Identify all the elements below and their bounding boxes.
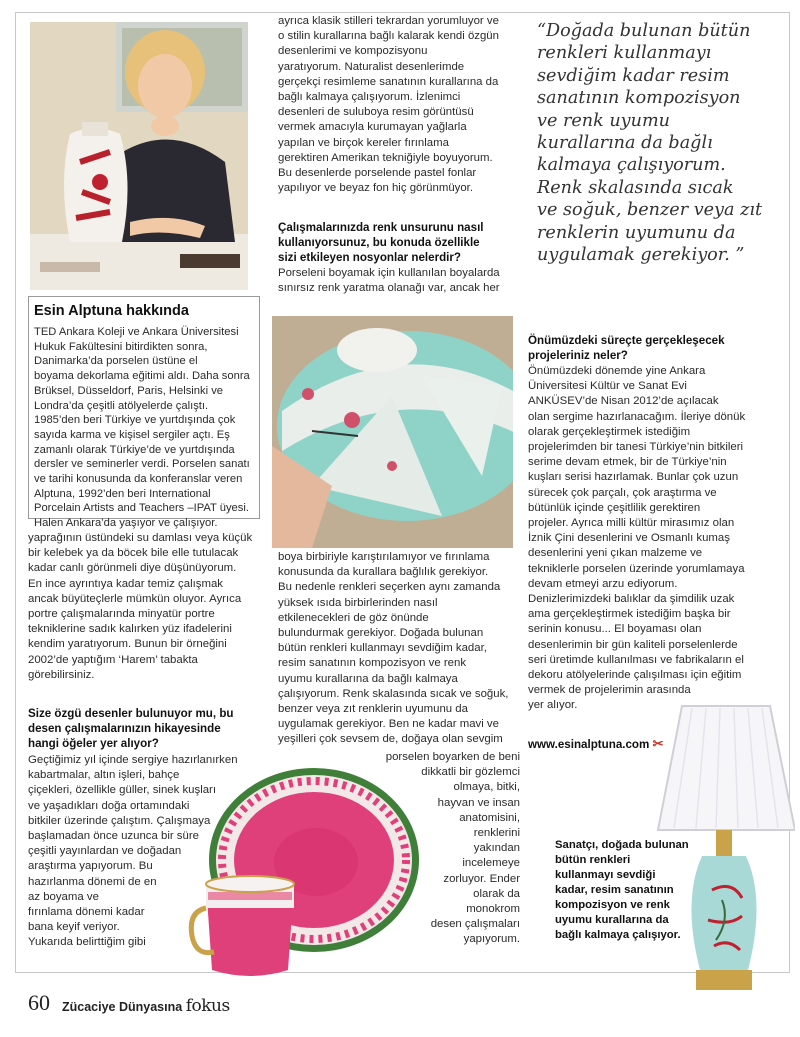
text-line: serinin konusu... El boyaması olan <box>528 623 702 636</box>
text-line: devam etmeyi arzu ediyorum. <box>528 577 678 590</box>
text-line: kendim yaratıyorum. Bunun bir örneğini <box>28 638 227 651</box>
text-line: anatomisini, <box>459 811 520 824</box>
caption-line: bütün renkleri <box>555 854 631 866</box>
cup-and-saucer-image <box>184 760 434 985</box>
text-line: bütünlük içinde çeşitlilik gerektiren <box>528 501 701 514</box>
text-line: olmaya, bitki, <box>453 781 520 794</box>
text-line: hazırlanma dönemi de en <box>28 875 157 888</box>
text-line: desenlerimin bir gün kaliteli porselenlerde <box>528 638 738 651</box>
bio-line: sayıda karma ve kişisel sergiler açtı. Eş <box>34 428 230 441</box>
text-line: desenlerimi ve kompozisyonu <box>278 45 428 58</box>
text-line: görebilirsiniz. <box>28 668 95 681</box>
page-number: 60 <box>28 990 50 1015</box>
text-line: bağlı kalmaya çalışıyorum. İzlenimci <box>278 91 461 104</box>
quote-line: kalmaya çalışıyorum. <box>537 155 726 176</box>
text-line: sürecek çok parçalı, çok araştırma ve <box>528 486 717 499</box>
text-line: benzer veya zıt renklerin uyumunu da <box>278 703 468 716</box>
scissors-icon: ✂ <box>652 736 664 751</box>
pull-quote <box>537 20 787 266</box>
quote-line: renkleri kullanmayı <box>537 43 712 64</box>
text-line: yapılıyor ve beyaz fon hiç görünmüyor. <box>278 182 474 195</box>
text-line: En ince ayrıntıya kadar temiz çalışmak <box>28 577 223 590</box>
bio-line: ve tarihi konusunda da konferanslar veren <box>34 473 243 486</box>
text-line: monokrom <box>466 903 520 916</box>
caption-line: bağlı kalmaya çalışıyor. <box>555 929 681 941</box>
text-line: ama gerçekleştirmek istediğim başka bir <box>528 608 731 621</box>
question-line: Önümüzdeki süreçte gerçekleşecek <box>528 334 725 347</box>
image-caption <box>555 838 710 943</box>
text-line: ancak büyüteçlerle mümkün oluyor. Ayrıca <box>28 592 242 605</box>
text-line: olan sergime hazırlanacağım. İleriye dönük <box>528 410 746 423</box>
bio-line: Porcelain Artists and Teachers –IPAT üyesi. <box>34 502 249 515</box>
caption-line: uyumu kurallarına da <box>555 914 669 926</box>
bio-line: Halen Ankara’da yaşıyor ve çalışıyor. <box>34 517 218 530</box>
text-line: 2002’de yaptığım ‘Harem’ tabakta <box>28 653 198 666</box>
text-line: zorluyor. Ender <box>443 872 520 885</box>
text-line: Denizlerimizdeki balıklar da şimdilik uzak <box>528 593 735 606</box>
quote-line: sanatının kompozisyon <box>537 88 741 109</box>
bio-line: 1985’den beri Türkiye ve yurtdışında çok <box>34 414 236 427</box>
text-line: çiçekleri, özellikle güller, sinek kuşları <box>28 784 217 797</box>
caption-line: kompozisyon ve renk <box>555 899 670 911</box>
bio-line: Brüksel, Düsseldorf, Paris, Helsinki ve <box>34 384 224 397</box>
text-line: çalışıyorum. Renk skalasında sıcak ve soğuk, <box>278 687 509 700</box>
bio-line: Hukuk Fakültesini bitirdikten sonra, <box>34 340 208 353</box>
text-line: desenleri de suluboya resim görüntüsü <box>278 106 474 119</box>
quote-line: kurallarına da bağlı <box>537 133 713 154</box>
column3-text <box>528 364 790 714</box>
website-link[interactable] <box>528 736 663 752</box>
text-line: etkilenecekleri de göz önünde <box>278 611 429 624</box>
text-line: çeşitli yayınlardan ve doğadan <box>28 845 182 858</box>
artist-photo <box>30 22 248 290</box>
text-line: İznik Çini desenlerini ve Osmanlı kumaş <box>528 532 730 545</box>
text-line: uygulamak gerekiyor. Ben ne kadar mavi ve <box>278 718 499 731</box>
text-line: olarak gerçekleştirmek istediğim <box>528 425 691 438</box>
text-line: bulundurmak gerekiyor. Doğada bulunan <box>278 627 484 640</box>
question-line: hangi öğeler yer alıyor? <box>28 737 159 751</box>
bio-line: dersler ve seminerler verdi. Porselen sanatı <box>34 458 250 471</box>
text-line: tekniklerle porselen üzerinde yorumlamaya <box>528 562 745 575</box>
text-line: Geçtiğimiz yıl içinde sergiye hazırlanırken <box>28 754 238 766</box>
magazine-footer <box>62 996 230 1016</box>
bio-line: Londra’da çeşitli atölyelerde çalıştı. <box>34 399 209 412</box>
text-line: bir kelebek ya da böcek bile elle tutulacak <box>28 547 239 560</box>
text-line: vermek de projelerimin arasında <box>528 684 691 697</box>
bio-text <box>34 325 256 531</box>
text-line: ANKÜSEV’de Nisan 2012’de açılacak <box>528 395 719 408</box>
text-line: sınırsız renk yaratma olanağı var, ancak her <box>278 282 500 295</box>
text-line: porselen boyarken de beni <box>385 751 520 763</box>
text-line: serime devam etmek, bir de Türkiye’nin <box>528 456 727 469</box>
text-line: incelemeye <box>462 857 520 870</box>
text-line: yeşilleri çok sevsem de, doğaya olan sevgim <box>278 733 503 746</box>
text-line: yer alıyor. <box>528 699 578 712</box>
text-line: o stilin kurallarına bağlı kalarak kendi özgün <box>278 30 499 43</box>
text-line: bütün renkleri kullanmayı sevdiğim kadar, <box>278 642 487 655</box>
text-line: bitkiler üzerinde çalıştım. Çalışmaya <box>28 814 211 827</box>
text-line: desen çalışmaları <box>430 918 520 931</box>
text-line: Önümüzdeki dönemde yine Ankara <box>528 365 706 377</box>
text-line: desenlerini yeni çıkan malzeme ve <box>528 547 703 560</box>
column2-answer-start <box>278 266 518 296</box>
text-line: az boyama ve <box>28 890 99 903</box>
question-line: desen çalışmalarınızın hikayesinde <box>28 722 221 736</box>
text-line: vermek amacıyla kurumayan yağlarla <box>278 121 467 134</box>
text-line: hayvan ve insan <box>437 796 520 809</box>
question-patterns <box>28 706 273 752</box>
text-line: kadar canlı görünmeli diye düşünüyorum. <box>28 562 237 575</box>
text-line: olarak da <box>473 887 520 900</box>
text-line: resim sanatının kompozisyon ve renk <box>278 657 467 670</box>
quote-line: ve renk uyumu <box>537 110 670 131</box>
text-line: başlamadan önce uzunca bir süre <box>28 830 199 843</box>
text-line: dekoru atölyelerinde çalışılması için eğitim <box>528 669 742 682</box>
magazine-name: Zücaciye Dünyasına <box>62 1000 183 1014</box>
text-line: gerçekçi resimleme sanatının kurallarına da <box>278 75 499 88</box>
bio-line: Alptuna, 1992’den beri International <box>34 487 211 500</box>
text-line: tekniklerine sadık kalırken yüz ifadelerini <box>28 623 232 636</box>
text-line: boya birbiriyle karıştırılamıyor ve fırınlama <box>278 551 490 563</box>
magazine-logo: fokus <box>185 996 230 1016</box>
text-line: yaratıyorum. Naturalist desenlerimde <box>278 60 465 73</box>
text-line: kabartmalar, altın işleri, bahçe <box>28 769 180 782</box>
quote-line: renklerin uyumunu da <box>537 222 736 243</box>
text-line: yapılan ve birçok kereler fırınlama <box>278 136 449 149</box>
bio-line: zamanlı olarak Türkiye’de ve yurtdışında <box>34 443 235 456</box>
quote-line: uygulamak gerekiyor. ” <box>537 245 745 266</box>
text-line: dikkatli bir gözlemci <box>421 766 520 779</box>
question-line: Çalışmalarınızda renk unsurunu nasıl <box>278 221 484 234</box>
question-line: Size özgü desenler bulunuyor mu, bu <box>28 707 234 720</box>
text-line: fırınlama dönemi kadar <box>28 906 145 919</box>
text-line: Bu nedenle renkleri seçerken aynı zamanda <box>278 581 501 594</box>
text-line: yakından <box>473 842 520 855</box>
text-line: Porseleni boyamak için kullanılan boyalarda <box>278 267 500 279</box>
text-line: kuşları serisi hazırlamak. Bunlar çok uzun <box>528 471 739 484</box>
question-line: projeleriniz neler? <box>528 349 628 363</box>
text-line: Bu desenlerde porselende pastel fonlar <box>278 167 477 180</box>
text-line: Yukarıda belirttiğim gibi <box>28 936 146 949</box>
bio-line: Danimarka’da porselen üstüne el <box>34 355 198 368</box>
text-line: renklerini <box>473 827 520 840</box>
quote-line: sevdiğim kadar resim <box>537 65 730 86</box>
quote-line: “Doğada bulunan bütün <box>537 21 751 41</box>
text-line: araştırma yapıyorum. Bu <box>28 860 153 873</box>
text-line: projelerimden bir tanesi Türkiye’nin bitkileri <box>528 441 744 454</box>
question-line: sizi etkileyen nosyonlar nelerdir? <box>278 251 461 265</box>
text-line: projeler. Ayrıca milli kültür mirasımız olan <box>528 517 735 530</box>
text-line: bana keyif veriyor. <box>28 921 120 934</box>
bio-title: Esin Alptuna hakkında <box>34 303 189 319</box>
text-line: portre çalışmalarında minyatür portre <box>28 608 215 621</box>
ceramic-painting-photo <box>272 316 513 548</box>
question-line: kullanıyorsunuz, bu konuda özellikle <box>278 236 480 250</box>
question-projects <box>528 333 778 363</box>
column2-middle-text <box>278 550 528 748</box>
caption-line: kadar, resim sanatının <box>555 884 674 896</box>
text-line: Üniversitesi Kültür ve Sanat Evi <box>528 380 687 393</box>
text-line: yüksek ısıda birbirlerinden nasıl <box>278 596 438 609</box>
text-line: gerektiren Amerikan tekniğiyle boyuyorum. <box>278 151 493 164</box>
text-line: konusunda da kurallara bağlılık gerekiyor. <box>278 566 489 579</box>
text-line: uyumu kurallarına da bağlı kalmaya <box>278 672 458 685</box>
bio-line: boyama dekorlama eğitimi aldı. Daha sonra <box>34 370 250 383</box>
website-text[interactable]: www.esinalptuna.com <box>528 738 650 751</box>
quote-line: ve soğuk, benzer veya zıt <box>537 200 763 221</box>
bio-line: TED Ankara Koleji ve Ankara Üniversitesi <box>34 326 239 338</box>
caption-line: kullanmayı sevdiği <box>555 869 656 881</box>
column2-top-text <box>278 14 518 196</box>
text-line: yapıyorum. <box>463 933 520 946</box>
question-color <box>278 220 518 266</box>
quote-line: Renk skalasında sıcak <box>537 177 734 198</box>
column1-bottom-text <box>28 531 273 683</box>
text-line: seri üretimde kullanılması ve fabrikaların el <box>528 653 744 666</box>
text-line: ve yaşadıkları doğa ortamındaki <box>28 799 190 812</box>
caption-line: Sanatçı, doğada bulunan <box>555 839 689 851</box>
text-line: ayrıca klasik stilleri tekrardan yorumluyor ve <box>278 15 499 27</box>
text-line: yaprağının üstündeki su damlası veya küçük <box>28 532 253 544</box>
